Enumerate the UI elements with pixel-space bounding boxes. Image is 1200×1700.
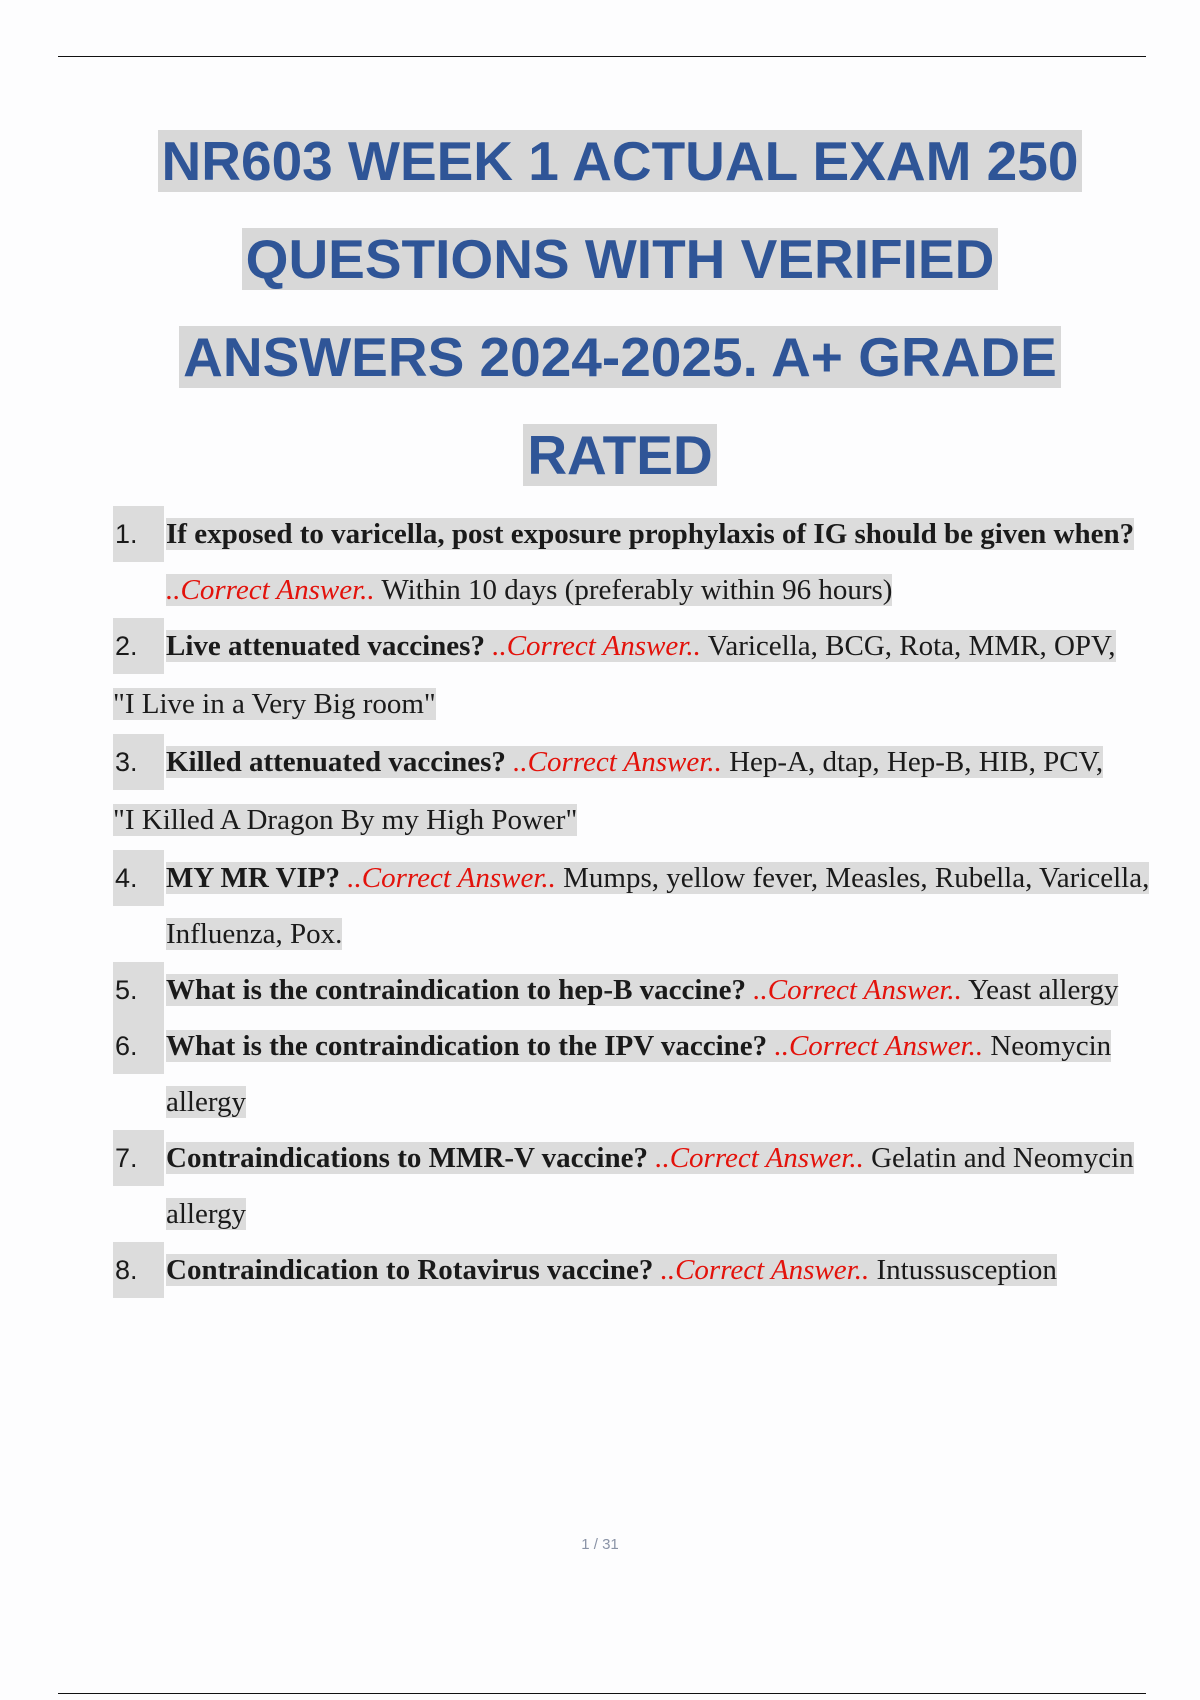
answer-text: Neomycin allergy xyxy=(166,1030,1112,1118)
question-number: 8. xyxy=(113,1242,164,1298)
answer-text: Within 10 days (preferably within 96 hours) xyxy=(381,574,893,606)
answer-text: Intussusception xyxy=(876,1254,1057,1286)
question-text: Killed attenuated vaccines? xyxy=(166,746,506,778)
mnemonic-text: "I Killed A Dragon By my High Power" xyxy=(113,804,578,836)
title-line: RATED xyxy=(523,424,716,486)
question-text: Live attenuated vaccines? xyxy=(166,630,485,662)
mnemonic xyxy=(113,676,1173,732)
title-line: NR603 WEEK 1 ACTUAL EXAM 250 xyxy=(158,130,1083,192)
question-number: 2. xyxy=(113,618,164,674)
correct-answer-separator: ..Correct Answer.. xyxy=(655,1142,864,1174)
question-text: If exposed to varicella, post exposure prophylaxis of IG should be given when? xyxy=(166,518,1135,550)
answer-text: Yeast allergy xyxy=(968,974,1119,1006)
question-item xyxy=(113,506,1173,618)
question-item xyxy=(113,1242,1173,1298)
question-text: Contraindication to Rotavirus vaccine? xyxy=(166,1254,654,1286)
mnemonic xyxy=(113,792,1173,848)
question-item xyxy=(113,1130,1173,1242)
title-line: QUESTIONS WITH VERIFIED xyxy=(242,228,999,290)
mnemonic-text: "I Live in a Very Big room" xyxy=(113,688,436,720)
answer-text: Mumps, yellow fever, Measles, Rubella, Varicella, Influenza, Pox. xyxy=(166,862,1150,950)
question-text: Contraindications to MMR-V vaccine? xyxy=(166,1142,648,1174)
question-text: What is the contraindication to hep-B vaccine? xyxy=(166,974,746,1006)
question-number: 7. xyxy=(113,1130,164,1186)
answer-text: Varicella, BCG, Rota, MMR, OPV, xyxy=(707,630,1116,662)
correct-answer-separator: ..Correct Answer.. xyxy=(492,630,701,662)
question-item xyxy=(113,962,1173,1018)
question-number: 4. xyxy=(113,850,164,906)
question-item xyxy=(113,618,1173,674)
question-text: What is the contraindication to the IPV vaccine? xyxy=(166,1030,768,1062)
question-number: 5. xyxy=(113,962,164,1018)
correct-answer-separator: ..Correct Answer.. xyxy=(774,1030,984,1062)
question-item xyxy=(113,734,1173,790)
correct-answer-separator: ..Correct Answer.. xyxy=(166,574,375,606)
title-line: ANSWERS 2024-2025. A+ GRADE xyxy=(179,326,1061,388)
document-title xyxy=(120,112,1120,504)
question-item xyxy=(113,850,1173,962)
correct-answer-separator: ..Correct Answer.. xyxy=(753,974,962,1006)
question-text: MY MR VIP? xyxy=(166,862,340,894)
bottom-rule xyxy=(58,1693,1146,1694)
question-number: 3. xyxy=(113,734,164,790)
correct-answer-separator: ..Correct Answer.. xyxy=(660,1254,870,1286)
answer-text: Gelatin and Neomycin allergy xyxy=(166,1142,1134,1230)
correct-answer-separator: ..Correct Answer.. xyxy=(513,746,722,778)
correct-answer-separator: ..Correct Answer.. xyxy=(347,862,556,894)
question-number: 6. xyxy=(113,1018,164,1074)
top-rule xyxy=(58,56,1146,57)
question-number: 1. xyxy=(113,506,164,562)
question-list xyxy=(113,506,1173,1298)
page-indicator: 1 / 31 xyxy=(581,1536,619,1553)
answer-text: Hep-A, dtap, Hep-B, HIB, PCV, xyxy=(729,746,1104,778)
question-item xyxy=(113,1018,1173,1130)
